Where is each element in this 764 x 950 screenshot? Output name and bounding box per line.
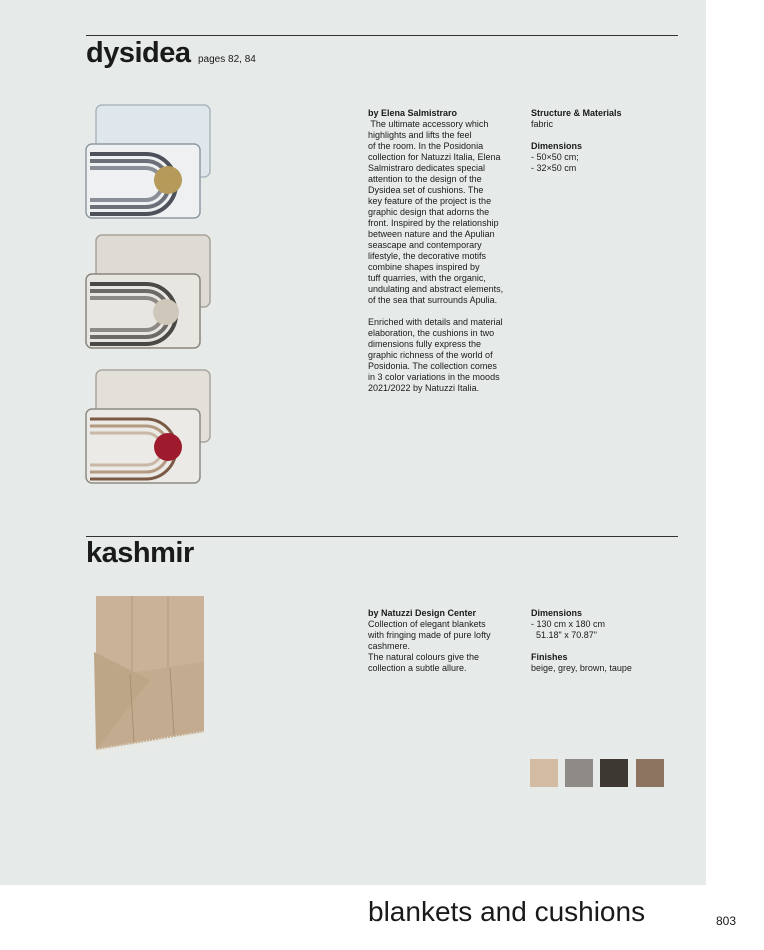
description-line: The ultimate accessory which bbox=[368, 119, 489, 129]
kashmir-designer: by Natuzzi Design Center bbox=[368, 608, 477, 618]
dysidea-structure-value: fabric bbox=[531, 119, 554, 129]
description-line: combine shapes inspired by bbox=[368, 262, 480, 272]
description-line: collection for Natuzzi Italia, Elena bbox=[368, 152, 501, 162]
kashmir-title: kashmir bbox=[86, 537, 194, 569]
footer-title: blankets and cushions bbox=[368, 896, 646, 927]
description-line: undulating and abstract elements, bbox=[368, 284, 504, 294]
cushion-image-beige bbox=[82, 230, 222, 355]
finish-swatch-taupe bbox=[636, 759, 664, 787]
dysidea-structure-heading: Structure & Materials bbox=[531, 108, 622, 118]
description-line: with fringing made of pure lofty bbox=[368, 630, 491, 640]
description-line: graphic richness of the world of bbox=[368, 350, 493, 360]
cushion-image-red bbox=[82, 365, 222, 490]
description-line: front. Inspired by the relationship bbox=[368, 218, 499, 228]
dimension-line: 51.18" x 70.87" bbox=[531, 630, 597, 640]
dimension-line: - 50×50 cm; bbox=[531, 152, 579, 162]
description-line: of the room. In the Posidonia bbox=[368, 141, 484, 151]
description-line: tuff quarries, with the organic, bbox=[368, 273, 486, 283]
description-line: of the sea that surrounds Apulia. bbox=[368, 295, 498, 305]
kashmir-finishes-heading: Finishes bbox=[531, 652, 568, 662]
dimension-line: - 130 cm x 180 cm bbox=[531, 619, 606, 629]
description-line: attention to the design of the bbox=[368, 174, 482, 184]
kashmir-dimensions-heading: Dimensions bbox=[531, 608, 583, 618]
finish-swatch-grey bbox=[565, 759, 593, 787]
kashmir-finishes-value: beige, grey, brown, taupe bbox=[531, 663, 632, 673]
dysidea-page-ref: pages 82, 84 bbox=[198, 54, 256, 65]
description-line: elaboration, the cushions in two bbox=[368, 328, 495, 338]
kashmir-description bbox=[368, 608, 523, 674]
dysidea-description bbox=[368, 108, 523, 394]
dysidea-dimensions-heading: Dimensions bbox=[531, 141, 583, 151]
description-line: The natural colours give the bbox=[368, 652, 480, 662]
cushion-image-blue bbox=[82, 100, 222, 225]
blanket-image bbox=[90, 592, 210, 767]
page-number: 803 bbox=[716, 914, 737, 928]
description-line: in 3 color variations in the moods bbox=[368, 372, 500, 382]
description-line: dimensions fully express the bbox=[368, 339, 482, 349]
dysidea-designer: by Elena Salmistraro bbox=[368, 108, 458, 118]
description-line: graphic design that adorns the bbox=[368, 207, 490, 217]
finish-swatch-beige bbox=[530, 759, 558, 787]
description-line: Salmistraro dedicates special bbox=[368, 163, 486, 173]
description-line: 2021/2022 by Natuzzi Italia. bbox=[368, 383, 480, 393]
description-line: Posidonia. The collection comes bbox=[368, 361, 497, 371]
section-rule-dysidea bbox=[86, 35, 678, 36]
finish-swatch-brown bbox=[600, 759, 628, 787]
description-line: key feature of the project is the bbox=[368, 196, 492, 206]
kashmir-specs bbox=[531, 608, 681, 674]
description-line: Collection of elegant blankets bbox=[368, 619, 486, 629]
dysidea-title: dysidea bbox=[86, 37, 191, 69]
description-line: collection a subtle allure. bbox=[368, 663, 467, 673]
description-line: seascape and contemporary bbox=[368, 240, 482, 250]
dysidea-specs bbox=[531, 108, 671, 174]
description-line: cashmere. bbox=[368, 641, 411, 651]
dimension-line: - 32×50 cm bbox=[531, 163, 577, 173]
description-line: between nature and the Apulian bbox=[368, 229, 495, 239]
description-line: lifestyle, the decorative motifs bbox=[368, 251, 487, 261]
description-line: Enriched with details and material bbox=[368, 317, 503, 327]
description-line: highlights and lifts the feel bbox=[368, 130, 472, 140]
description-line: Dysidea set of cushions. The bbox=[368, 185, 484, 195]
